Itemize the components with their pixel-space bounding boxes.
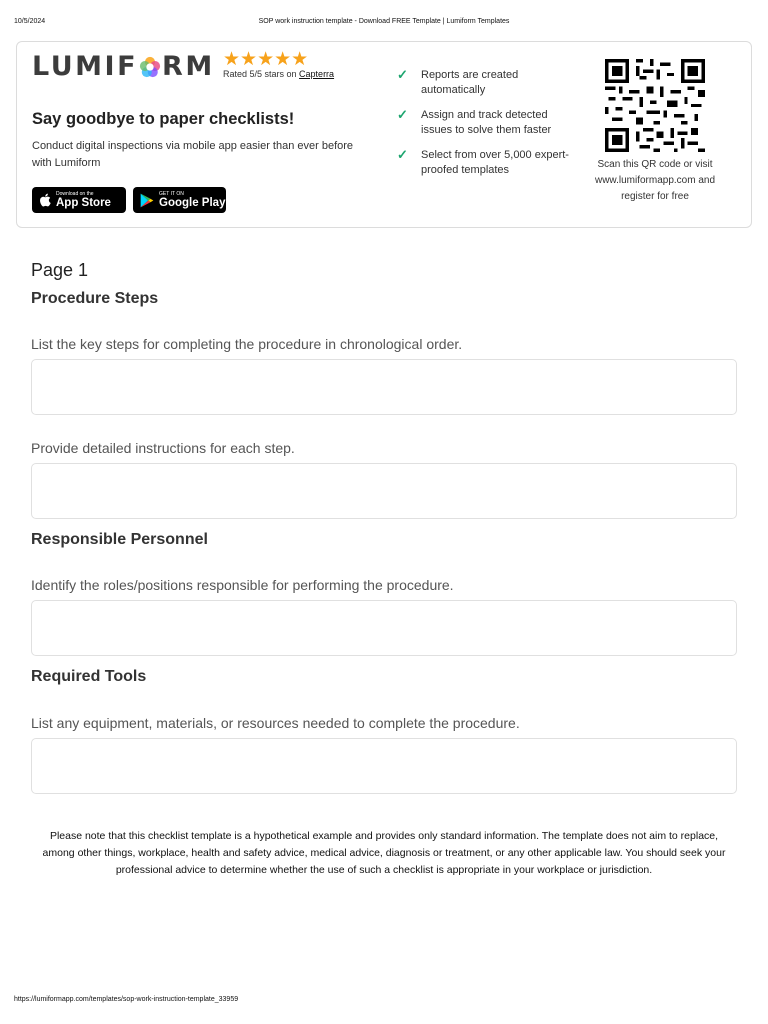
feature-list xyxy=(397,68,572,188)
disclaimer: Please note that this checklist template is a hypothetical example and provides only standard information. The template does not aim to replace, among other things, workplace, health and safety advice, medical advice, diagnosis or treatment, or any other applicable law. You should seek your professional advice to determine whether the use of such a checklist is appropriate in your workplace or jurisdiction. xyxy=(42,830,726,876)
feature-item xyxy=(397,68,572,97)
feature-text: Reports are created automatically xyxy=(421,69,519,96)
rating-text xyxy=(223,69,334,79)
google-play-label: Google Play xyxy=(159,197,226,209)
lumiform-logo[interactable] xyxy=(32,52,215,82)
google-play-button[interactable] xyxy=(133,187,226,213)
qr-caption: Scan this QR code or visit www.lumiformapp.com and register for free xyxy=(594,159,716,202)
lumiform-promo-banner xyxy=(16,41,752,228)
logo-text-right: RM xyxy=(162,51,215,82)
question-detailed-instructions: Provide detailed instructions for each step. xyxy=(31,440,295,456)
print-header xyxy=(14,18,754,30)
feature-item xyxy=(397,108,572,137)
print-title: SOP work instruction template - Download FREE Template | Lumiform Templates xyxy=(258,18,510,25)
question-responsible-roles: Identify the roles/positions responsible for performing the procedure. xyxy=(31,577,454,593)
capterra-link[interactable]: Capterra xyxy=(299,69,335,79)
google-play-small-label: GET IT ON xyxy=(159,191,184,197)
app-store-button[interactable] xyxy=(32,187,126,213)
feature-item xyxy=(397,148,572,177)
question-key-steps: List the key steps for completing the procedure in chronological order. xyxy=(31,336,463,352)
print-footer-url: https://lumiformapp.com/templates/sop-work-instruction-template_33959 xyxy=(14,996,239,1003)
answer-field-detailed-instructions[interactable] xyxy=(31,463,737,519)
apple-icon xyxy=(39,193,51,207)
answer-field-required-tools[interactable] xyxy=(31,738,737,794)
section-title-required-tools: Required Tools xyxy=(31,668,147,685)
page-label: Page 1 xyxy=(31,260,89,280)
rating-prefix: Rated 5/5 stars on xyxy=(223,69,300,79)
logo-text-left: LUMIF xyxy=(32,51,139,82)
check-icon: ✓ xyxy=(397,67,408,82)
section-title-responsible-personnel: Responsible Personnel xyxy=(31,531,208,548)
answer-field-key-steps[interactable] xyxy=(31,359,737,415)
banner-subtext: Conduct digital inspections via mobile app easier than ever before with Lumiform xyxy=(32,140,354,169)
rating-stars-icon: ★★★★★ xyxy=(223,49,309,70)
qr-code-icon[interactable] xyxy=(605,59,705,152)
rating xyxy=(223,50,334,79)
question-required-tools: List any equipment, materials, or resources needed to complete the procedure. xyxy=(31,715,520,731)
check-icon: ✓ xyxy=(397,147,408,162)
answer-field-responsible-roles[interactable] xyxy=(31,600,737,656)
app-store-label: App Store xyxy=(56,197,111,209)
print-date: 10/5/2024 xyxy=(14,18,46,25)
banner-tagline: Say goodbye to paper checklists! xyxy=(32,110,295,128)
feature-text: Select from over 5,000 expert-proofed templates xyxy=(421,149,569,176)
app-store-small-label: Download on the xyxy=(56,191,94,197)
check-icon: ✓ xyxy=(397,107,408,122)
logo-flower-icon xyxy=(139,56,161,78)
feature-text: Assign and track detected issues to solve them faster xyxy=(421,109,552,136)
section-title-procedure-steps: Procedure Steps xyxy=(31,290,159,307)
google-play-icon xyxy=(140,193,154,208)
